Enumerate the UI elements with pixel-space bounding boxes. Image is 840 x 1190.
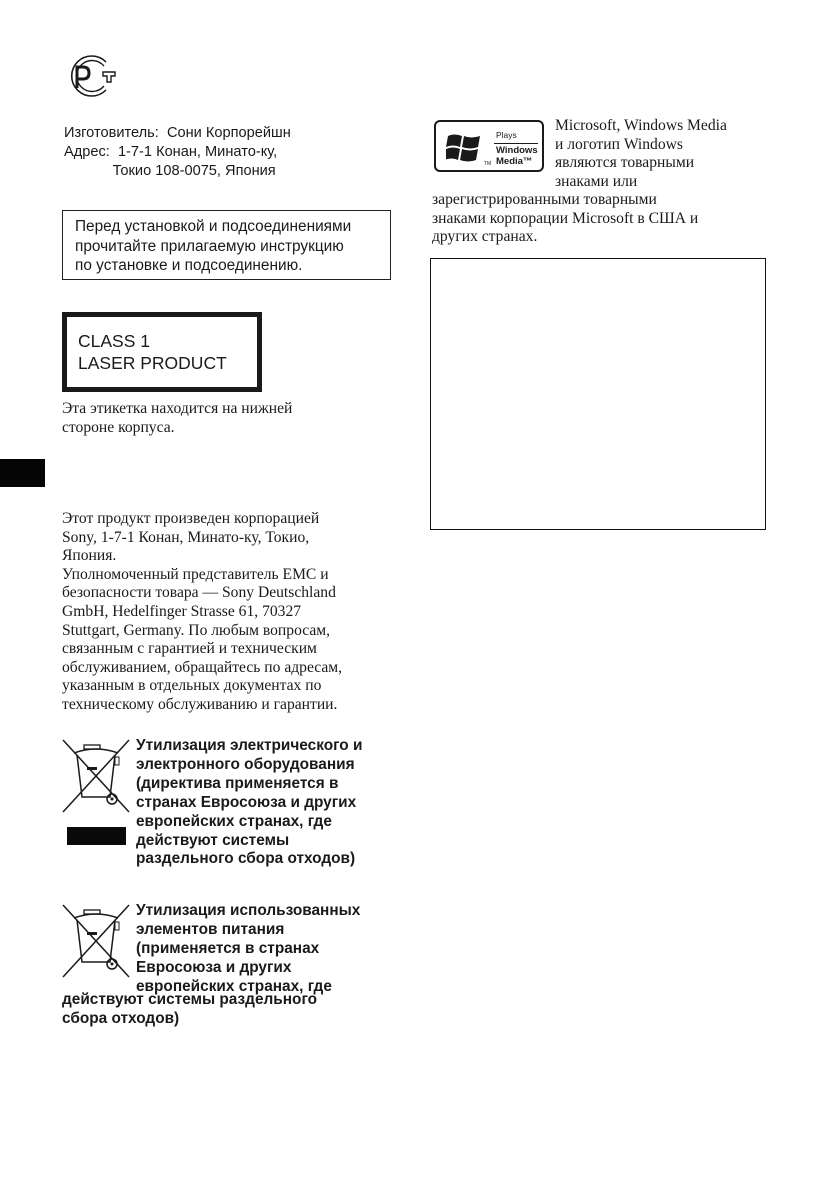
windows-flag-icon	[446, 132, 482, 164]
address-line: Токио 108-0075, Япония	[64, 163, 276, 179]
crossed-out-bin-icon	[60, 902, 132, 980]
text-line: указанным в отдельных документах по	[62, 677, 322, 695]
empty-notice-box	[430, 258, 766, 530]
media-label: Media™	[496, 156, 533, 167]
text-line: зарегистрированными товарными	[432, 191, 657, 208]
laser-product-label	[62, 312, 262, 392]
text-line: элементов питания	[136, 920, 285, 938]
text-line: странах Евросоюза и других	[136, 793, 357, 811]
text-line: Утилизация электрического и	[136, 737, 363, 754]
weee-black-bar	[67, 827, 126, 845]
text-line: сбора отходов)	[62, 1009, 180, 1027]
note-line: Эта этикетка находится на нижней	[62, 400, 293, 417]
battery-disposal-heading	[136, 902, 401, 997]
windows-label: Windows	[496, 145, 538, 156]
laser-product: LASER PRODUCT	[78, 353, 227, 373]
text-line: раздельного сбора отходов)	[136, 850, 356, 868]
text-line: безопасности товара — Sony Deutschland	[62, 584, 336, 602]
text-line: обслуживанием, обращайтесь по адресам,	[62, 658, 343, 676]
text-line: других странах.	[432, 228, 538, 246]
text-line: Утилизация использованных	[136, 902, 361, 919]
text-line: европейских странах, где	[136, 977, 332, 995]
note-line: стороне корпуса.	[62, 418, 175, 436]
trademark-text-continued	[432, 191, 772, 247]
trademark-text	[555, 117, 765, 191]
address-line: Адрес: 1-7-1 Конан, Минато-ку,	[64, 144, 278, 160]
text-line: Евросоюза и других	[136, 958, 292, 976]
text-line: Microsoft, Windows Media	[555, 117, 727, 134]
battery-disposal-heading-continued	[62, 991, 402, 1029]
logo-divider	[494, 143, 538, 144]
notice-line: Перед установкой и подсоединениями	[75, 218, 352, 235]
text-line: и логотип Windows	[555, 135, 683, 153]
notice-line: прочитайте прилагаемую инструкцию	[75, 237, 344, 255]
notice-line: по установке и подсоединению.	[75, 257, 303, 274]
manufacturer-line: Изготовитель: Сони Корпорейшн	[64, 125, 291, 141]
text-line: действуют системы	[136, 831, 290, 849]
label-location-note	[62, 400, 392, 437]
tm-mark: TM	[484, 161, 492, 167]
text-line: Япония.	[62, 547, 117, 565]
instruction-notice-box	[62, 210, 391, 280]
text-line: знаками или	[555, 172, 638, 190]
weee-disposal-heading	[136, 737, 401, 869]
text-line: (применяется в странах	[136, 939, 320, 957]
laser-class: CLASS 1	[78, 331, 150, 351]
text-line: Sony, 1-7-1 Конан, Минато-ку, Токио,	[62, 528, 310, 546]
page-edge-tab	[0, 459, 45, 487]
text-line: знаками корпорации Microsoft в США и	[432, 209, 699, 227]
manufacturer-info	[64, 124, 291, 181]
text-line: Stuttgart, Germany. По любым вопросам,	[62, 621, 331, 639]
text-line: действуют системы раздельного	[62, 991, 318, 1008]
plays-label: Plays	[496, 130, 517, 140]
text-line: техническому обслуживанию и гарантии.	[62, 695, 338, 713]
text-line: электронного оборудования	[136, 755, 355, 773]
text-line: GmbH, Hedelfinger Strasse 61, 70327	[62, 602, 302, 620]
emc-representative-text	[62, 510, 402, 715]
gost-certification-icon	[62, 52, 132, 100]
text-line: связанным с гарантией и техническим	[62, 640, 317, 658]
text-line: являются товарными	[555, 154, 695, 172]
plays-windows-media-logo	[434, 120, 544, 172]
crossed-out-bin-icon	[60, 737, 132, 815]
text-line: (директива применяется в	[136, 774, 339, 792]
text-line: европейских странах, где	[136, 812, 332, 830]
text-line: Этот продукт произведен корпорацией	[62, 510, 320, 527]
text-line: Уполномоченный представитель EMC и	[62, 565, 329, 583]
